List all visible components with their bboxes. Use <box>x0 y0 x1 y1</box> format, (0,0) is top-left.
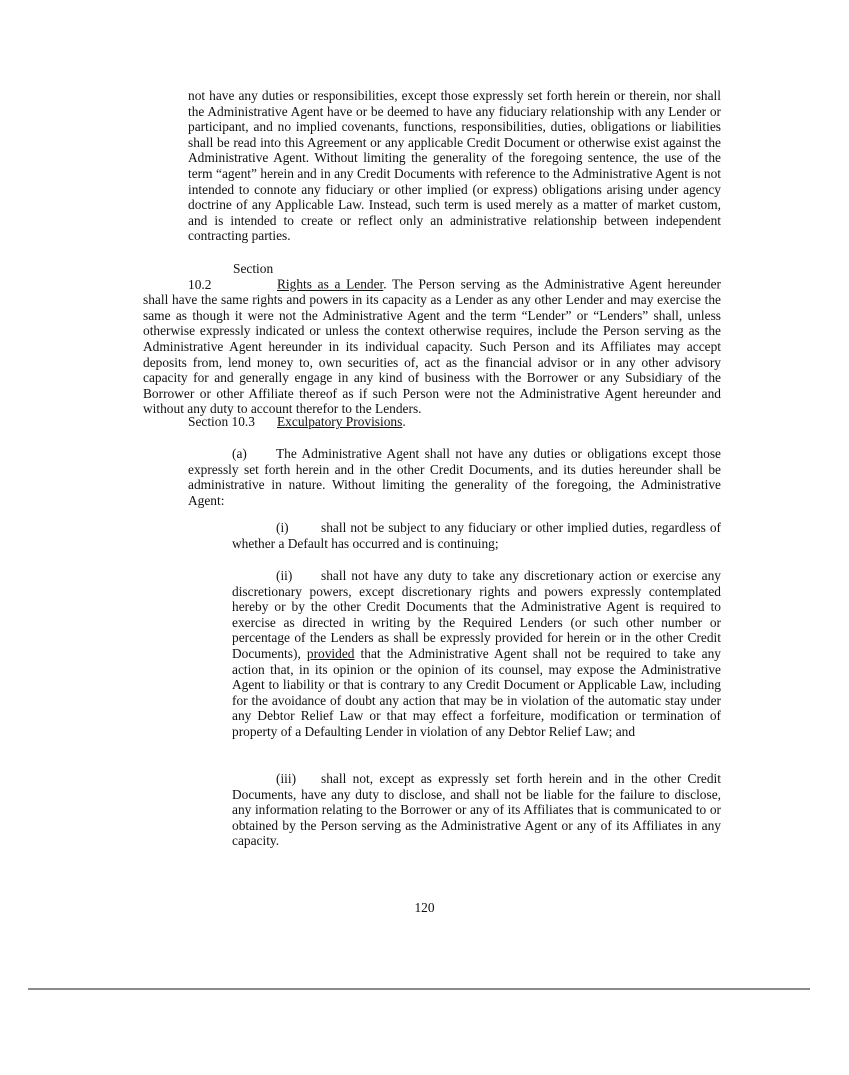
subsection-a-paragraph <box>188 446 721 508</box>
section-10-2-paragraph <box>143 261 721 417</box>
clause-ii-text-after: that the Administrative Agent shall not be required to take any action that, in its opinion or the opinion of its counsel, may expose the Administrative Agent to liability or that is contrary to any Credit Document or Applicable Law, including for the avoidance of doubt any action that may be in violation of the automatic stay under any Debtor Relief Law or that may effect a forfeiture, modification or termination of property of a Defaulting Lender in violation of any Debtor Relief Law; and <box>232 645 721 739</box>
page-number: 120 <box>414 900 435 915</box>
clause-ii-number: (ii) <box>276 568 293 583</box>
section-10-3-title: Exculpatory Provisions <box>277 414 403 429</box>
clause-i-text: shall not be subject to any fiduciary or other implied duties, regardless of whether a Default has occurred and is continuing; <box>232 520 721 551</box>
clause-ii-text-before: shall not have any duty to take any discretionary action or exercise any discretionary powers, except discretionary rights and powers expressly contemplated hereby or by the other Credit Documents that the Administrative Agent is required to exercise as directed in writing by the Required Lenders (or such other number or percentage of the Lenders as shall be expressly provided for herein or in the other Credit Documents), <box>232 568 721 661</box>
clause-iii-text: shall not, except as expressly set forth herein and in the other Credit Documents, have any duty to disclose, and shall not be liable for the failure to disclose, any information relating to the Borrower or any of its Affiliates that is communicated to or obtained by the Person serving as the Administrative Agent or any of its Affiliates in any capacity. <box>232 771 721 849</box>
subsection-a-number: (a) <box>232 446 247 461</box>
clause-i-paragraph <box>232 520 721 551</box>
section-10-2-title: Rights as a Lender <box>277 276 384 292</box>
subsection-a-text: The Administrative Agent shall not have any duties or obligations except those expressly set forth herein and in the other Credit Documents, and its duties hereunder shall be administrative in nature. Without limiting the generality of the foregoing, the Administrative Agent: <box>188 446 721 508</box>
section-10-3-heading <box>188 414 721 430</box>
section-10-3-title-end: . <box>402 414 406 429</box>
section-10-2-body: . The Person serving as the Administrative Agent hereunder shall have the same rights and powers in its capacity as a Lender as any other Lender and may exercise the same as though it were not the Administrative Agent and the term “Lender” or “Lenders” shall, unless otherwise expressly indicated or unless the context otherwise requires, include the Person serving as the Administrative Agent hereunder in its individual capacity. Such Person and its Affiliates may accept deposits from, lend money to, own securities of, act as the financial advisor or in any other advisory capacity for and generally engage in any kind of business with the Borrower or any Subsidiary of the Borrower or other Affiliate thereof as if such Person were not the Administrative Agent hereunder and without any duty to account therefor to the Lenders. <box>143 276 721 417</box>
section-10-3-label: Section 10.3 <box>188 414 255 429</box>
section-10-2-label: Section 10.2 <box>188 261 274 292</box>
clause-i-number: (i) <box>276 520 289 535</box>
footer-divider <box>28 988 810 990</box>
clause-ii-provided: provided <box>306 645 355 661</box>
clause-iii-number: (iii) <box>276 771 297 786</box>
clause-iii-paragraph <box>232 771 721 849</box>
continuation-paragraph: not have any duties or responsibilities, except those expressly set forth herein or therein, nor shall the Administrative Agent have or be deemed to have any fiduciary relationship with any Lender or participant, and no implied covenants, functions, responsibilities, duties, obligations or liabilities shall be read into this Agreement or any applicable Credit Document or otherwise exist against the Administrative Agent. Without limiting the generality of the foregoing sentence, the use of the term “agent” herein and in any Credit Documents with reference to the Administrative Agent is not intended to connote any fiduciary or other implied (or express) obligations arising under agency doctrine of any Applicable Law. Instead, such term is used merely as a matter of market custom, and is intended to create or reflect only an administrative relationship between independent contracting parties. <box>188 88 721 244</box>
clause-ii-paragraph <box>232 568 721 740</box>
